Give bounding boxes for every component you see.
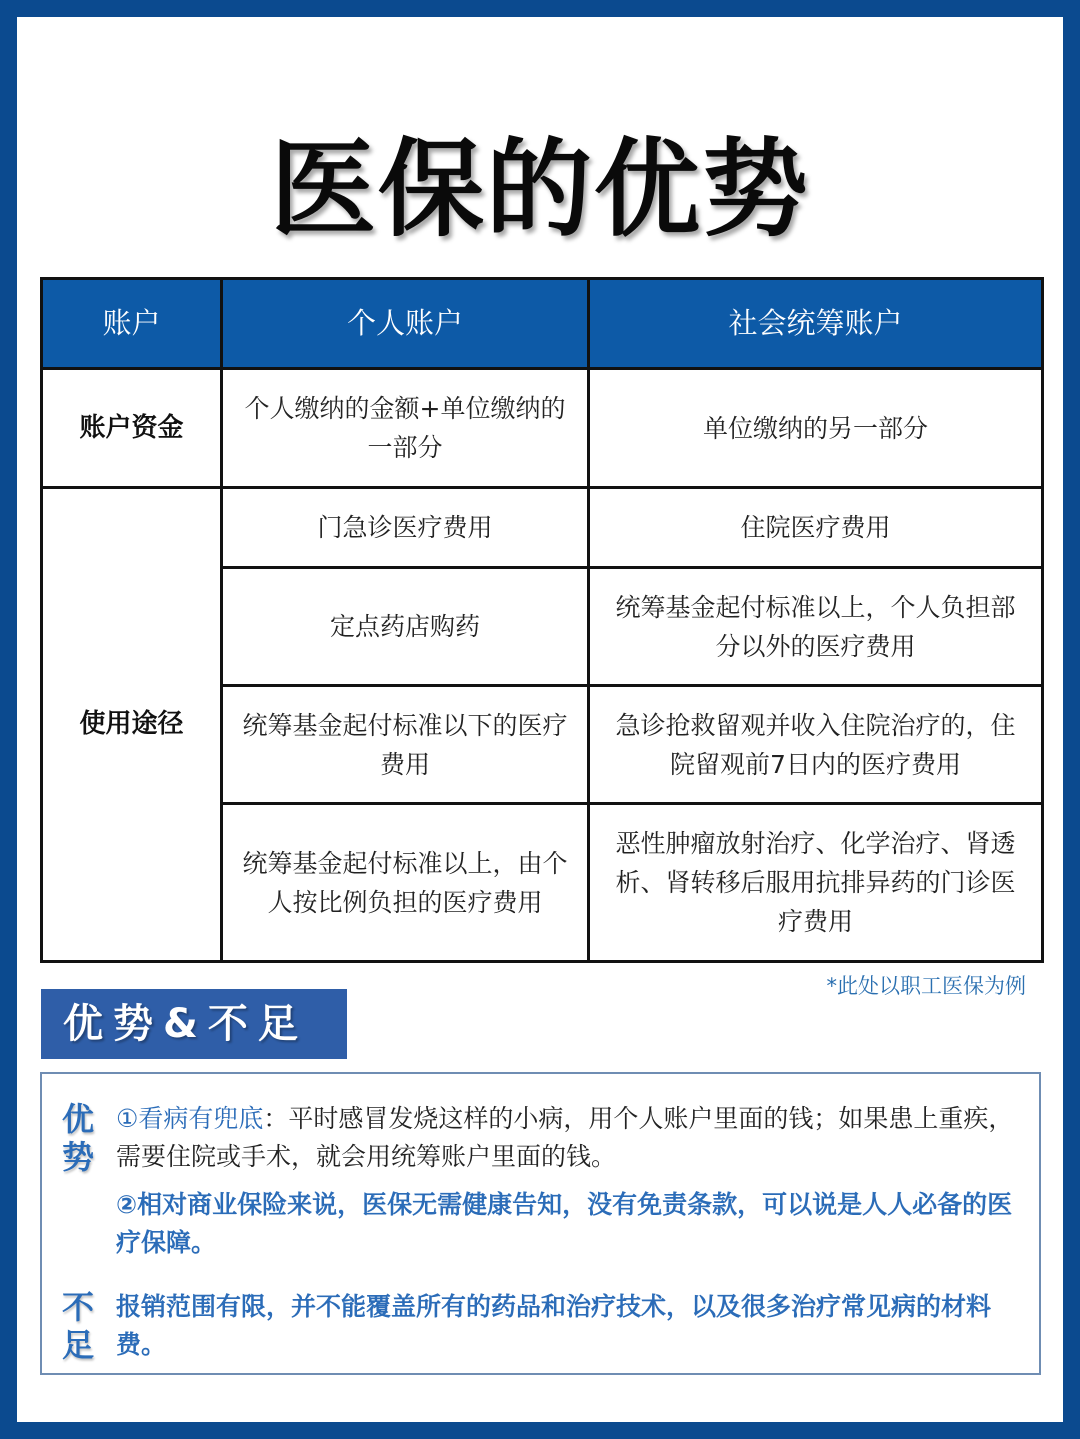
cell-social: 统筹基金起付标准以上，个人负担部分以外的医疗费用 [589, 568, 1043, 686]
table-row [42, 369, 1043, 488]
cell-social: 急诊抢救留观并收入住院治疗的，住院留观前7日内的医疗费用 [589, 686, 1043, 804]
table-row [42, 488, 1043, 568]
advantage-point-1-highlight: ①看病有兜底 [116, 1104, 264, 1133]
row-head-usage: 使用途径 [42, 488, 222, 962]
header-personal-account: 个人账户 [222, 279, 589, 369]
pros-cons-box [40, 1072, 1041, 1375]
section-tag: 优势&不足 [41, 989, 347, 1059]
cell-personal: 统筹基金起付标准以上，由个人按比例负担的医疗费用 [222, 804, 589, 962]
advantage-point-1-text: ：平时感冒发烧这样的小病，用个人账户里面的钱；如果患上重疾，需要住院或手术，就会用统筹账户里面的钱。 [116, 1104, 1014, 1171]
disadvantages-label: 不足 [62, 1288, 95, 1364]
disadvantages-text: 报销范围有限，并不能覆盖所有的药品和治疗技术，以及很多治疗常见病的材料费。 [116, 1292, 992, 1359]
cell-personal: 门急诊医疗费用 [222, 488, 589, 568]
advantage-point-2 [116, 1186, 1021, 1262]
advantages-block [62, 1100, 1021, 1272]
page-title: 医保的优势 [270, 126, 810, 251]
table-header-row [42, 279, 1043, 369]
disadvantages-block [62, 1288, 1021, 1364]
cell-social: 恶性肿瘤放射治疗、化学治疗、肾透析、肾转移后服用抗排异药的门诊医疗费用 [589, 804, 1043, 962]
comparison-table [40, 277, 1044, 963]
footnote: *此处以职工医保为例 [826, 974, 1026, 998]
cell-social: 单位缴纳的另一部分 [589, 369, 1043, 488]
cell-personal: 个人缴纳的金额+单位缴纳的一部分 [222, 369, 589, 488]
cell-social: 住院医疗费用 [589, 488, 1043, 568]
advantage-point-2-highlight: ②相对商业保险来说，医保无需健康告知，没有免责条款，可以说是人人必备的医疗保障。 [116, 1190, 1013, 1257]
header-account: 账户 [42, 279, 222, 369]
cell-personal: 定点药店购药 [222, 568, 589, 686]
advantages-label: 优势 [62, 1100, 95, 1176]
advantage-point-1 [116, 1100, 1021, 1176]
row-head-funds: 账户资金 [42, 369, 222, 488]
header-social-account: 社会统筹账户 [589, 279, 1043, 369]
page-frame [17, 17, 1063, 1422]
cell-personal: 统筹基金起付标准以下的医疗费用 [222, 686, 589, 804]
